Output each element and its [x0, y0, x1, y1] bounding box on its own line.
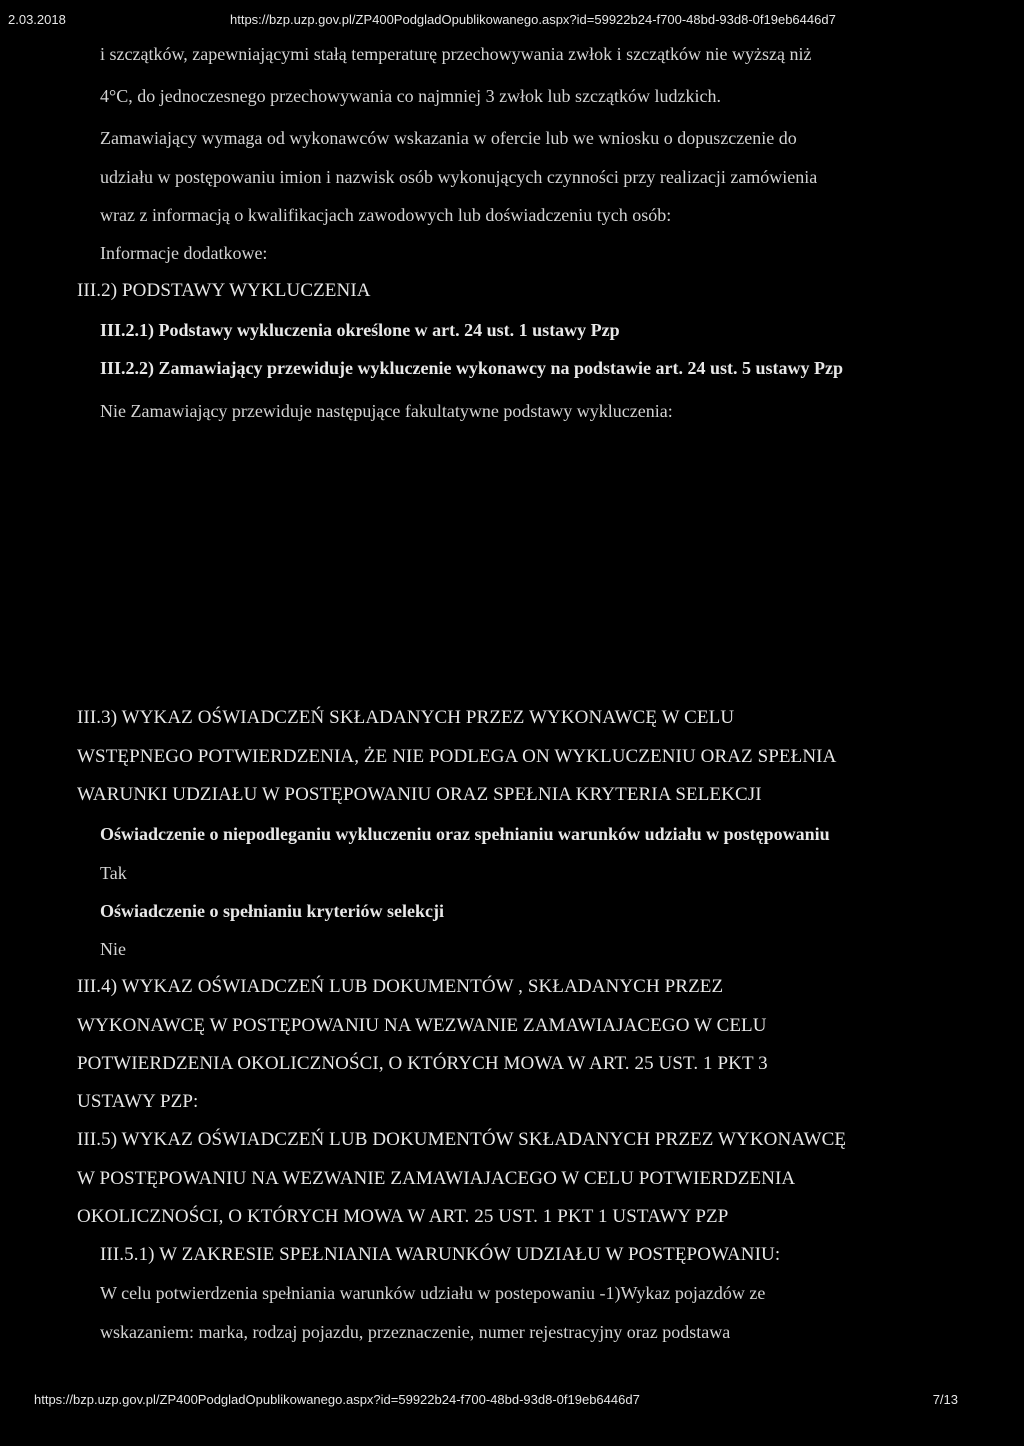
section-heading: III.2) PODSTAWY WYKLUCZENIA — [77, 280, 371, 301]
page-number: 7/13 — [932, 1392, 958, 1407]
print-header-url: https://bzp.uzp.gov.pl/ZP400PodgladOpublikowanego.aspx?id=59922b24-f700-48bd-93d8-0f19eb6446d7 — [230, 12, 836, 27]
statement-label: Oświadczenie o spełnianiu kryteriów selekcji — [100, 901, 444, 921]
section-heading: POTWIERDZENIA OKOLICZNOŚCI, O KTÓRYCH MOWA W ART. 25 UST. 1 PKT 3 — [77, 1053, 768, 1074]
print-footer-url: https://bzp.uzp.gov.pl/ZP400PodgladOpublikowanego.aspx?id=59922b24-f700-48bd-93d8-0f19eb6446d7 — [34, 1392, 640, 1407]
paragraph-line: i szczątków, zapewniającymi stałą temperaturę przechowywania zwłok i szczątków nie wyższą niż — [100, 44, 812, 64]
section-heading: WARUNKI UDZIAŁU W POSTĘPOWANIU ORAZ SPEŁNIA KRYTERIA SELEKCJI — [77, 784, 762, 805]
print-date: 2.03.2018 — [8, 12, 66, 27]
statement-answer: Nie — [100, 939, 126, 959]
paragraph-line: W celu potwierdzenia spełniania warunków udziału w postepowaniu -1)Wykaz pojazdów ze — [100, 1283, 766, 1303]
additional-info-label: Informacje dodatkowe: — [100, 243, 268, 263]
statement-answer: Tak — [100, 863, 127, 883]
section-heading: III.4) WYKAZ OŚWIADCZEŃ LUB DOKUMENTÓW , SKŁADANYCH PRZEZ — [77, 976, 724, 997]
statement-label: Oświadczenie o niepodleganiu wykluczeniu oraz spełnianiu warunków udziału w postępowaniu — [100, 824, 830, 844]
paragraph-line: udziału w postępowaniu imion i nazwisk osób wykonujących czynności przy realizacji zamówienia — [100, 167, 818, 187]
subsection-heading: III.2.2) Zamawiający przewiduje wykluczenie wykonawcy na podstawie art. 24 ust. 5 ustawy Pzp — [100, 358, 843, 378]
section-heading: USTAWY PZP: — [77, 1091, 199, 1112]
section-heading: III.5) WYKAZ OŚWIADCZEŃ LUB DOKUMENTÓW SKŁADANYCH PRZEZ WYKONAWCĘ — [77, 1129, 847, 1150]
section-heading: W POSTĘPOWANIU NA WEZWANIE ZAMAWIAJACEGO W CELU POTWIERDZENIA — [77, 1168, 796, 1189]
section-heading: III.3) WYKAZ OŚWIADCZEŃ SKŁADANYCH PRZEZ WYKONAWCĘ W CELU — [77, 707, 735, 728]
section-heading: OKOLICZNOŚCI, O KTÓRYCH MOWA W ART. 25 UST. 1 PKT 1 USTAWY PZP — [77, 1206, 729, 1227]
paragraph-line: 4°C, do jednoczesnego przechowywania co najmniej 3 zwłok lub szczątków ludzkich. — [100, 86, 721, 106]
paragraph-line: Zamawiający wymaga od wykonawców wskazania w ofercie lub we wniosku o dopuszczenie do — [100, 128, 797, 148]
paragraph-line: wskazaniem: marka, rodzaj pojazdu, przeznaczenie, numer rejestracyjny oraz podstawa — [100, 1322, 731, 1342]
paragraph-line: wraz z informacją o kwalifikacjach zawodowych lub doświadczeniu tych osób: — [100, 205, 672, 225]
section-heading: WSTĘPNEGO POTWIERDZENIA, ŻE NIE PODLEGA ON WYKLUCZENIU ORAZ SPEŁNIA — [77, 746, 837, 767]
answer-text: Nie Zamawiający przewiduje następujące fakultatywne podstawy wykluczenia: — [100, 401, 673, 421]
subsection-heading: III.5.1) W ZAKRESIE SPEŁNIANIA WARUNKÓW UDZIAŁU W POSTĘPOWANIU: — [100, 1244, 781, 1265]
section-heading: WYKONAWCĘ W POSTĘPOWANIU NA WEZWANIE ZAMAWIAJACEGO W CELU — [77, 1015, 767, 1036]
subsection-heading: III.2.1) Podstawy wykluczenia określone w art. 24 ust. 1 ustawy Pzp — [100, 320, 620, 340]
